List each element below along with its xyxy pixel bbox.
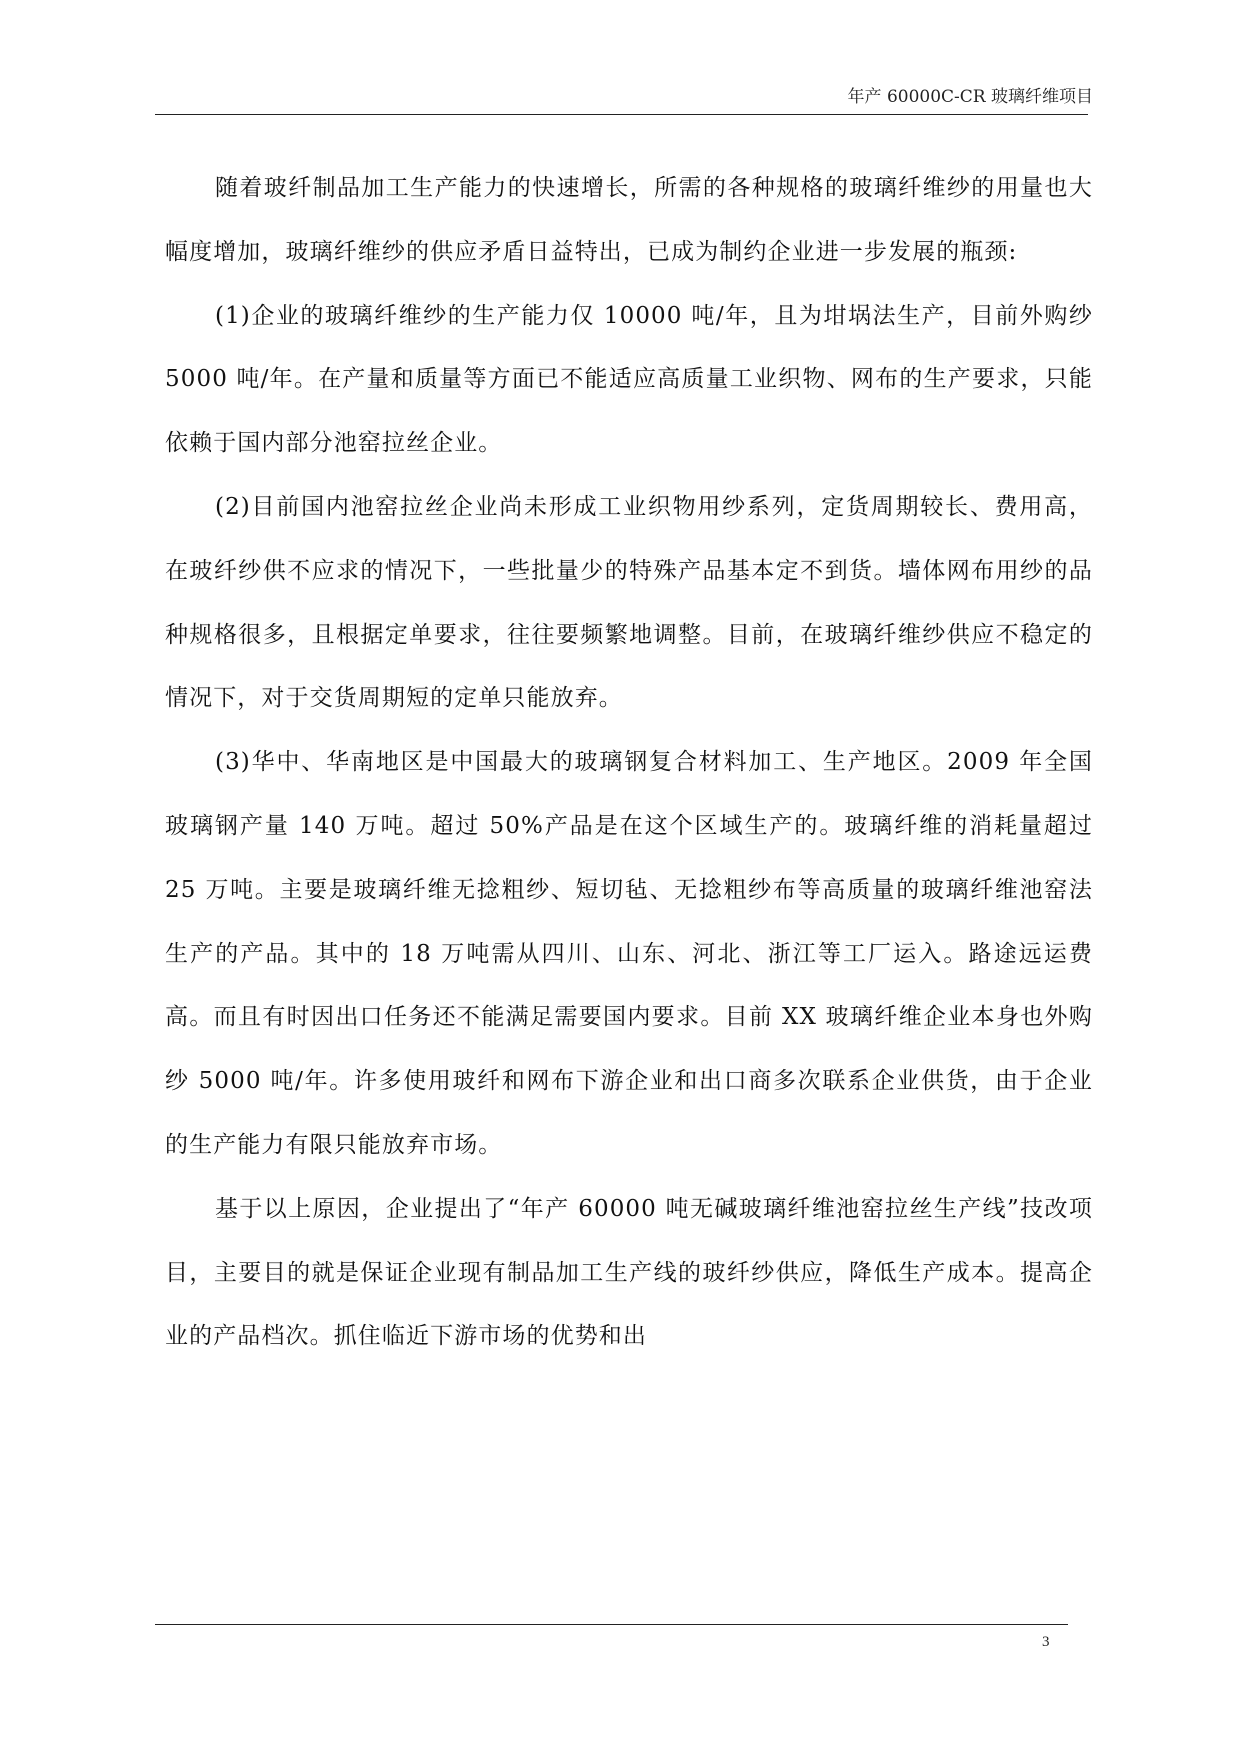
page-number: 3	[1042, 1634, 1050, 1650]
paragraph-conclusion: 基于以上原因，企业提出了“年产 60000 吨无碱玻璃纤维池窑拉丝生产线”技改项目，主要目的就是保证企业现有制品加工生产线的玻纤纱供应，降低生产成本。提高企业的产品档次。抓住临近下游市场的优势和出	[165, 1195, 1093, 1350]
body-text	[165, 157, 1093, 1369]
header-divider	[155, 114, 1088, 115]
paragraph-item-1: (1)企业的玻璃纤维纱的生产能力仅 10000 吨/年，且为坩埚法生产，目前外购纱 5000 吨/年。在产量和质量等方面已不能适应高质量工业织物、网布的生产要求，只能依赖于国内部分池窑拉丝企业。	[165, 302, 1093, 457]
paragraph-item-2: (2)目前国内池窑拉丝企业尚未形成工业织物用纱系列，定货周期较长、费用高，在玻纤纱供不应求的情况下，一些批量少的特殊产品基本定不到货。墙体网布用纱的品种规格很多，且根据定单要求，往往要频繁地调整。目前，在玻璃纤维纱供应不稳定的情况下，对于交货周期短的定单只能放弃。	[165, 493, 1093, 712]
running-header: 年产 60000C-CR 玻璃纤维项目	[847, 87, 1093, 107]
paragraph-item-3: (3)华中、华南地区是中国最大的玻璃钢复合材料加工、生产地区。2009 年全国玻璃钢产量 140 万吨。超过 50%产品是在这个区域生产的。玻璃纤维的消耗量超过 25 万吨。主要是玻璃纤维无捻粗纱、短切毡、无捻粗纱布等高质量的玻璃纤维池窑法生产的产品。其中的 18 万吨需从四川、山东、河北、浙江等工厂运入。路途远运费高。而且有时因出口任务还不能满足需要国内要求。目前 XX 玻璃纤维企业本身也外购纱 5000 吨/年。许多使用玻纤和网布下游企业和出口商多次联系企业供货，由于企业的生产能力有限只能放弃市场。	[165, 749, 1093, 1158]
footer-divider	[155, 1624, 1068, 1625]
paragraph-intro: 随着玻纤制品加工生产能力的快速增长，所需的各种规格的玻璃纤维纱的用量也大幅度增加，玻璃纤维纱的供应矛盾日益特出，已成为制约企业进一步发展的瓶颈:	[165, 175, 1093, 265]
